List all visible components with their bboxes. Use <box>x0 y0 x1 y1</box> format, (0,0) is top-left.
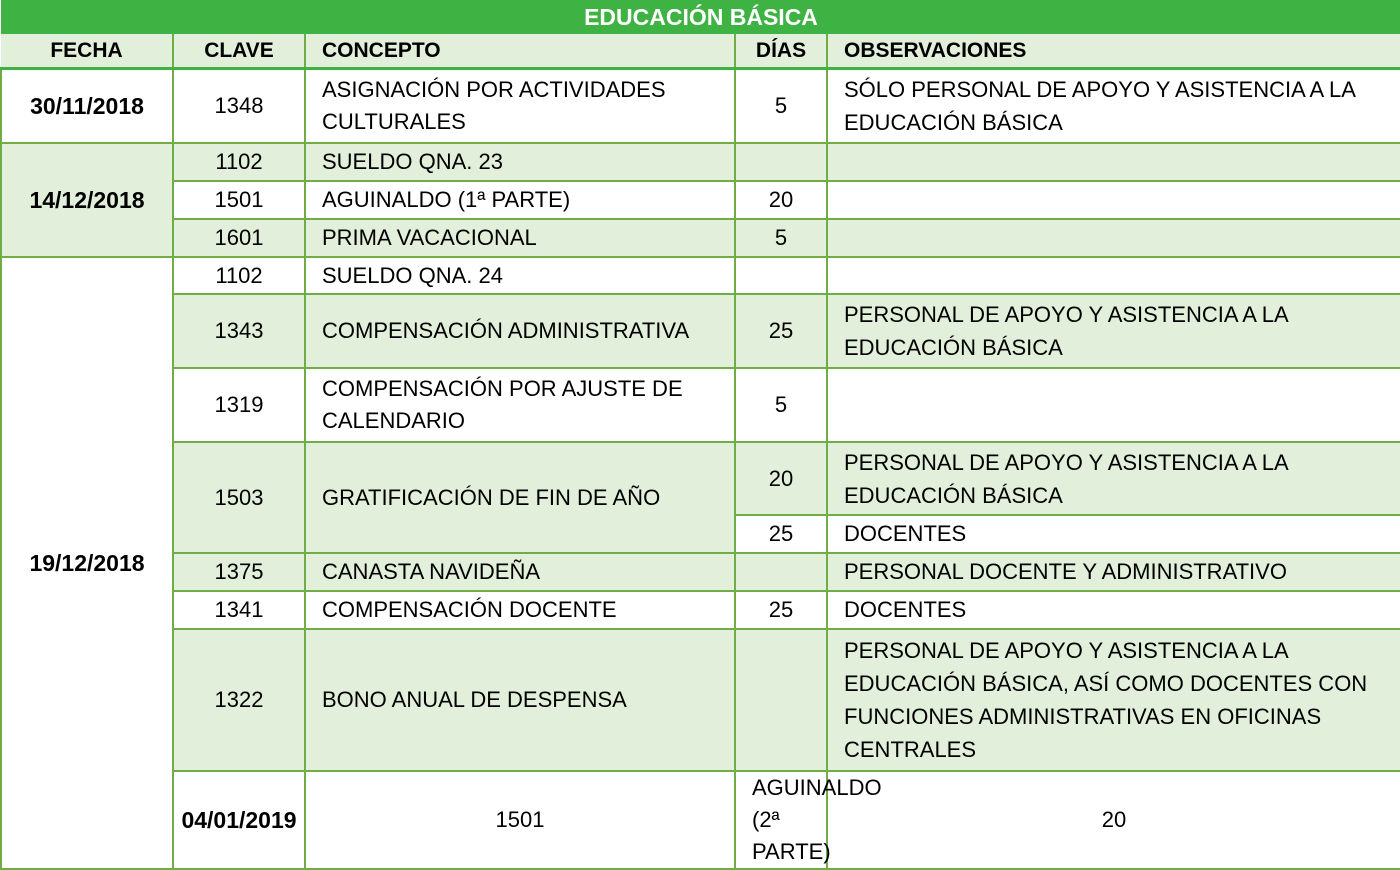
clave-cell: 1102 <box>173 143 305 181</box>
concepto-cell: COMPENSACIÓN DOCENTE <box>305 591 735 629</box>
dias-cell <box>735 629 827 771</box>
observaciones-cell <box>827 143 1400 181</box>
clave-cell: 1503 <box>173 442 305 553</box>
observaciones-cell: SÓLO PERSONAL DE APOYO Y ASISTENCIA A LA EDUCACIÓN BÁSICA <box>827 69 1400 144</box>
concepto-cell: COMPENSACIÓN POR AJUSTE DE CALENDARIO <box>305 368 735 442</box>
concepto-cell: SUELDO QNA. 23 <box>305 143 735 181</box>
clave-cell: 1375 <box>173 553 305 591</box>
concepto-cell: GRATIFICACIÓN DE FIN DE AÑO <box>305 442 735 553</box>
fecha-cell: 14/12/2018 <box>1 143 173 257</box>
clave-cell: 1102 <box>173 257 305 294</box>
dias-cell: 5 <box>735 219 827 257</box>
clave-cell: 1348 <box>173 69 305 144</box>
header-concepto: CONCEPTO <box>305 34 735 69</box>
observaciones-cell: PERSONAL DE APOYO Y ASISTENCIA A LA EDUCACIÓN BÁSICA <box>827 294 1400 368</box>
observaciones-cell: PERSONAL DE APOYO Y ASISTENCIA A LA EDUCACIÓN BÁSICA, ASÍ COMO DOCENTES CON FUNCIONES ADMINISTRATIVAS EN OFICINAS CENTRALES <box>827 629 1400 771</box>
table-row <box>1 181 1400 219</box>
clave-cell: 1341 <box>173 591 305 629</box>
dias-cell: 5 <box>735 69 827 144</box>
fecha-cell: 04/01/2019 <box>173 771 305 869</box>
dias-cell <box>735 553 827 591</box>
clave-cell: 1322 <box>173 629 305 771</box>
concepto-cell: COMPENSACIÓN ADMINISTRATIVA <box>305 294 735 368</box>
fecha-cell: 30/11/2018 <box>1 69 173 144</box>
dias-cell: 25 <box>735 515 827 553</box>
concepto-cell: SUELDO QNA. 24 <box>305 257 735 294</box>
observaciones-cell: PERSONAL DE APOYO Y ASISTENCIA A LA EDUCACIÓN BÁSICA <box>827 442 1400 515</box>
table-row <box>1 629 1400 771</box>
header-observaciones: OBSERVACIONES <box>827 34 1400 69</box>
table-row <box>1 257 1400 294</box>
dias-cell: 20 <box>735 442 827 515</box>
observaciones-cell: DOCENTES <box>827 591 1400 629</box>
table-row <box>1 294 1400 368</box>
header-clave: CLAVE <box>173 34 305 69</box>
header-fecha: FECHA <box>1 34 173 69</box>
dias-cell: 20 <box>735 181 827 219</box>
dias-cell: 20 <box>827 771 1400 869</box>
dias-cell <box>735 143 827 181</box>
table-row <box>1 219 1400 257</box>
observaciones-cell <box>827 181 1400 219</box>
table-row <box>1 368 1400 442</box>
table-row <box>1 442 1400 515</box>
header-row <box>1 34 1400 69</box>
concepto-cell: CANASTA NAVIDEÑA <box>305 553 735 591</box>
clave-cell: 1319 <box>173 368 305 442</box>
observaciones-cell <box>827 368 1400 442</box>
header-dias: DÍAS <box>735 34 827 69</box>
concepto-cell: PRIMA VACACIONAL <box>305 219 735 257</box>
clave-cell: 1601 <box>173 219 305 257</box>
dias-cell <box>735 257 827 294</box>
observaciones-cell <box>827 257 1400 294</box>
dias-cell: 25 <box>735 591 827 629</box>
observaciones-cell: PERSONAL DOCENTE Y ADMINISTRATIVO <box>827 553 1400 591</box>
table-title: EDUCACIÓN BÁSICA <box>1 0 1400 34</box>
concepto-cell: AGUINALDO (2ª PARTE) <box>735 771 827 869</box>
clave-cell: 1501 <box>305 771 735 869</box>
fecha-cell: 19/12/2018 <box>1 257 173 869</box>
observaciones-cell <box>827 219 1400 257</box>
dias-cell: 25 <box>735 294 827 368</box>
clave-cell: 1501 <box>173 181 305 219</box>
dias-cell: 5 <box>735 368 827 442</box>
observaciones-cell: DOCENTES <box>827 515 1400 553</box>
table-row <box>1 143 1400 181</box>
concepto-cell: AGUINALDO (1ª PARTE) <box>305 181 735 219</box>
clave-cell: 1343 <box>173 294 305 368</box>
table-row <box>1 553 1400 591</box>
table-row <box>1 771 1400 869</box>
concepto-cell: BONO ANUAL DE DESPENSA <box>305 629 735 771</box>
concepto-cell: ASIGNACIÓN POR ACTIVIDADES CULTURALES <box>305 69 735 144</box>
table-row <box>1 69 1400 144</box>
table-row <box>1 591 1400 629</box>
